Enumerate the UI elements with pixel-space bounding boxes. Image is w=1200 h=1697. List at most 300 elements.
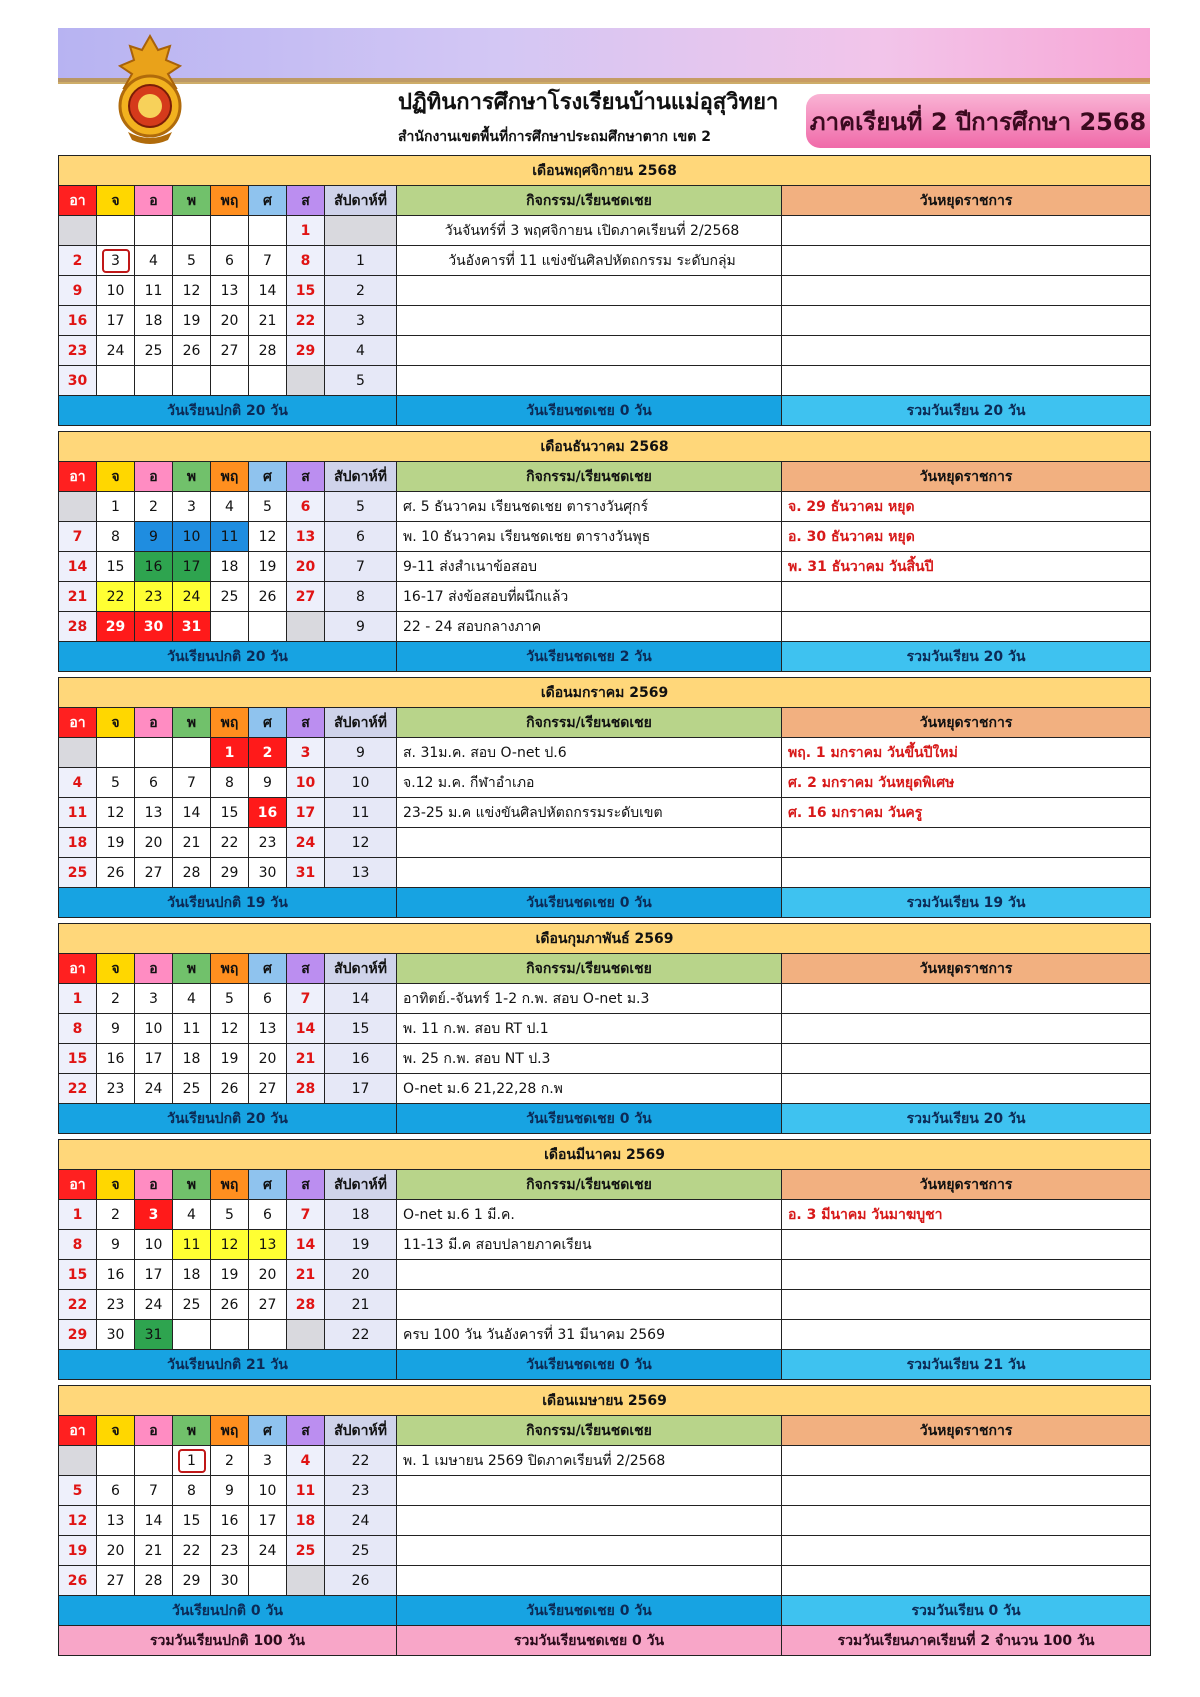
weekday-header-sat: ส bbox=[287, 462, 325, 492]
page-title: ปฏิทินการศึกษาโรงเรียนบ้านแม่อุสุวิทยา bbox=[398, 90, 779, 115]
calendar-day: 27 bbox=[249, 1290, 287, 1320]
calendar-day: 6 bbox=[287, 492, 325, 522]
calendar-day: 26 bbox=[249, 582, 287, 612]
week-number: 11 bbox=[325, 798, 397, 828]
activity-header: กิจกรรม/เรียนชดเชย bbox=[397, 954, 782, 984]
month-title: เดือนมีนาคม 2569 bbox=[59, 1140, 1151, 1170]
holiday-cell bbox=[782, 1014, 1151, 1044]
calendar-day bbox=[97, 216, 135, 246]
calendar-day: 21 bbox=[249, 306, 287, 336]
weekday-header-wed: พ bbox=[173, 462, 211, 492]
month-title: เดือนธันวาคม 2568 bbox=[59, 432, 1151, 462]
calendar-day: 1 bbox=[59, 984, 97, 1014]
calendar-day: 6 bbox=[249, 1200, 287, 1230]
week-row bbox=[59, 1320, 1151, 1350]
calendar-day: 15 bbox=[59, 1044, 97, 1074]
calendar-day bbox=[249, 612, 287, 642]
calendar-day: 6 bbox=[211, 246, 249, 276]
week-row bbox=[59, 1476, 1151, 1506]
calendar-day: 11 bbox=[59, 798, 97, 828]
week-number: 4 bbox=[325, 336, 397, 366]
calendar-day bbox=[287, 366, 325, 396]
calendar-day: 30 bbox=[135, 612, 173, 642]
calendar-day: 26 bbox=[173, 336, 211, 366]
weekday-header-thu: พฤ bbox=[211, 1416, 249, 1446]
weekday-header-row bbox=[59, 708, 1151, 738]
total-days-summary: รวมวันเรียน 20 วัน bbox=[782, 1104, 1151, 1134]
calendar-day: 27 bbox=[211, 336, 249, 366]
week-number: 12 bbox=[325, 828, 397, 858]
calendar-day: 4 bbox=[135, 246, 173, 276]
makeup-days-summary: วันเรียนชดเชย 0 วัน bbox=[397, 396, 782, 426]
academic-calendar bbox=[58, 155, 1150, 1656]
calendar-day bbox=[135, 738, 173, 768]
activity-cell: พ. 10 ธันวาคม เรียนชดเชย ตารางวันพุธ bbox=[397, 522, 782, 552]
calendar-day: 31 bbox=[135, 1320, 173, 1350]
weekday-header-sun: อา bbox=[59, 708, 97, 738]
calendar-day: 28 bbox=[135, 1566, 173, 1596]
calendar-day bbox=[173, 1446, 211, 1476]
activity-cell bbox=[397, 366, 782, 396]
calendar-day: 10 bbox=[97, 276, 135, 306]
weekday-header-fri: ศ bbox=[249, 462, 287, 492]
week-number: 9 bbox=[325, 612, 397, 642]
calendar-day: 30 bbox=[249, 858, 287, 888]
calendar-day bbox=[59, 492, 97, 522]
calendar-day: 22 bbox=[287, 306, 325, 336]
weekday-header-thu: พฤ bbox=[211, 1170, 249, 1200]
calendar-day: 30 bbox=[97, 1320, 135, 1350]
calendar-day: 17 bbox=[287, 798, 325, 828]
holiday-cell bbox=[782, 1506, 1151, 1536]
month-table bbox=[58, 1139, 1151, 1380]
calendar-day bbox=[135, 1446, 173, 1476]
week-row bbox=[59, 1566, 1151, 1596]
calendar-day: 5 bbox=[97, 768, 135, 798]
month-summary-row bbox=[59, 888, 1151, 918]
week-row bbox=[59, 1506, 1151, 1536]
month-table bbox=[58, 431, 1151, 672]
calendar-day: 9 bbox=[135, 522, 173, 552]
calendar-day: 7 bbox=[135, 1476, 173, 1506]
weekday-header-row bbox=[59, 1416, 1151, 1446]
week-row bbox=[59, 366, 1151, 396]
calendar-day bbox=[211, 216, 249, 246]
calendar-day: 12 bbox=[59, 1506, 97, 1536]
holiday-cell: ศ. 2 มกราคม วันหยุดพิเศษ bbox=[782, 768, 1151, 798]
calendar-day: 13 bbox=[211, 276, 249, 306]
calendar-day: 29 bbox=[173, 1566, 211, 1596]
holiday-cell: จ. 29 ธันวาคม หยุด bbox=[782, 492, 1151, 522]
weekday-header-fri: ศ bbox=[249, 708, 287, 738]
normal-days-summary: วันเรียนปกติ 20 วัน bbox=[59, 396, 397, 426]
week-header: สัปดาห์ที่ bbox=[325, 1170, 397, 1200]
calendar-day: 4 bbox=[173, 1200, 211, 1230]
calendar-day: 9 bbox=[97, 1014, 135, 1044]
week-row bbox=[59, 1014, 1151, 1044]
activity-cell bbox=[397, 1506, 782, 1536]
week-number: 5 bbox=[325, 492, 397, 522]
week-row bbox=[59, 858, 1151, 888]
week-number: 14 bbox=[325, 984, 397, 1014]
calendar-day: 20 bbox=[249, 1260, 287, 1290]
month-table bbox=[58, 155, 1151, 426]
calendar-day: 8 bbox=[211, 768, 249, 798]
week-number: 26 bbox=[325, 1566, 397, 1596]
calendar-day: 30 bbox=[211, 1566, 249, 1596]
calendar-day: 3 bbox=[135, 1200, 173, 1230]
week-header: สัปดาห์ที่ bbox=[325, 462, 397, 492]
weekday-header-mon: จ bbox=[97, 462, 135, 492]
calendar-day: 21 bbox=[287, 1260, 325, 1290]
week-header: สัปดาห์ที่ bbox=[325, 954, 397, 984]
calendar-day: 12 bbox=[211, 1230, 249, 1260]
week-number: 24 bbox=[325, 1506, 397, 1536]
calendar-day: 1 bbox=[59, 1200, 97, 1230]
calendar-day: 5 bbox=[249, 492, 287, 522]
calendar-day: 6 bbox=[249, 984, 287, 1014]
calendar-day: 2 bbox=[135, 492, 173, 522]
activity-header: กิจกรรม/เรียนชดเชย bbox=[397, 1170, 782, 1200]
calendar-day bbox=[97, 366, 135, 396]
week-number: 19 bbox=[325, 1230, 397, 1260]
month-table bbox=[58, 1385, 1151, 1656]
calendar-day: 20 bbox=[211, 306, 249, 336]
calendar-day bbox=[173, 366, 211, 396]
calendar-day: 26 bbox=[211, 1290, 249, 1320]
calendar-day: 15 bbox=[59, 1260, 97, 1290]
weekday-header-fri: ศ bbox=[249, 1170, 287, 1200]
holiday-cell bbox=[782, 984, 1151, 1014]
weekday-header-mon: จ bbox=[97, 708, 135, 738]
week-row bbox=[59, 492, 1151, 522]
normal-days-summary: วันเรียนปกติ 20 วัน bbox=[59, 1104, 397, 1134]
week-row bbox=[59, 276, 1151, 306]
calendar-day: 12 bbox=[97, 798, 135, 828]
calendar-day: 8 bbox=[287, 246, 325, 276]
week-row bbox=[59, 828, 1151, 858]
activity-cell bbox=[397, 1566, 782, 1596]
calendar-day: 15 bbox=[173, 1506, 211, 1536]
week-header: สัปดาห์ที่ bbox=[325, 708, 397, 738]
calendar-day: 16 bbox=[211, 1506, 249, 1536]
calendar-day: 28 bbox=[287, 1074, 325, 1104]
week-number: 7 bbox=[325, 552, 397, 582]
calendar-day: 8 bbox=[97, 522, 135, 552]
calendar-day: 28 bbox=[287, 1290, 325, 1320]
calendar-day: 1 bbox=[287, 216, 325, 246]
week-number: 17 bbox=[325, 1074, 397, 1104]
calendar-day: 23 bbox=[211, 1536, 249, 1566]
calendar-day bbox=[59, 216, 97, 246]
calendar-day: 14 bbox=[249, 276, 287, 306]
activity-cell: 23-25 ม.ค แข่งขันศิลปหัตถกรรมระดับเขต bbox=[397, 798, 782, 828]
calendar-day: 6 bbox=[97, 1476, 135, 1506]
holiday-cell: อ. 30 ธันวาคม หยุด bbox=[782, 522, 1151, 552]
calendar-day: 27 bbox=[135, 858, 173, 888]
week-row bbox=[59, 1260, 1151, 1290]
month-title-row bbox=[59, 1386, 1151, 1416]
week-number: 5 bbox=[325, 366, 397, 396]
calendar-day: 1 bbox=[97, 492, 135, 522]
week-number: 18 bbox=[325, 1200, 397, 1230]
calendar-day: 18 bbox=[173, 1260, 211, 1290]
activity-cell: 22 - 24 สอบกลางภาค bbox=[397, 612, 782, 642]
calendar-day: 24 bbox=[135, 1290, 173, 1320]
week-row bbox=[59, 216, 1151, 246]
calendar-day: 18 bbox=[211, 552, 249, 582]
makeup-days-summary: วันเรียนชดเชย 2 วัน bbox=[397, 642, 782, 672]
week-row bbox=[59, 1200, 1151, 1230]
calendar-day: 14 bbox=[173, 798, 211, 828]
activity-cell: พ. 1 เมษายน 2569 ปิดภาคเรียนที่ 2/2568 bbox=[397, 1446, 782, 1476]
calendar-day: 25 bbox=[173, 1290, 211, 1320]
holiday-header: วันหยุดราชการ bbox=[782, 1416, 1151, 1446]
makeup-days-summary: วันเรียนชดเชย 0 วัน bbox=[397, 1104, 782, 1134]
weekday-header-row bbox=[59, 1170, 1151, 1200]
calendar-day bbox=[249, 1320, 287, 1350]
holiday-cell bbox=[782, 582, 1151, 612]
grand-makeup-days: รวมวันเรียนชดเชย 0 วัน bbox=[397, 1626, 782, 1656]
holiday-cell bbox=[782, 1230, 1151, 1260]
calendar-day bbox=[59, 738, 97, 768]
weekday-header-mon: จ bbox=[97, 186, 135, 216]
weekday-header-wed: พ bbox=[173, 1170, 211, 1200]
calendar-day: 12 bbox=[249, 522, 287, 552]
calendar-day: 21 bbox=[59, 582, 97, 612]
makeup-days-summary: วันเรียนชดเชย 0 วัน bbox=[397, 1596, 782, 1626]
activity-cell: วันจันทร์ที่ 3 พฤศจิกายน เปิดภาคเรียนที่ 2/2568 bbox=[397, 216, 782, 246]
activity-cell bbox=[397, 1476, 782, 1506]
calendar-day: 19 bbox=[249, 552, 287, 582]
calendar-day: 2 bbox=[211, 1446, 249, 1476]
week-number: 25 bbox=[325, 1536, 397, 1566]
month-title-row bbox=[59, 1140, 1151, 1170]
calendar-day: 11 bbox=[135, 276, 173, 306]
month-title-row bbox=[59, 432, 1151, 462]
activity-cell: O-net ม.6 21,22,28 ก.พ bbox=[397, 1074, 782, 1104]
month-title-row bbox=[59, 678, 1151, 708]
week-row bbox=[59, 582, 1151, 612]
holiday-cell: อ. 3 มีนาคม วันมาฆบูชา bbox=[782, 1200, 1151, 1230]
activity-header: กิจกรรม/เรียนชดเชย bbox=[397, 462, 782, 492]
calendar-day: 22 bbox=[59, 1074, 97, 1104]
calendar-day: 25 bbox=[59, 858, 97, 888]
calendar-day: 29 bbox=[59, 1320, 97, 1350]
weekday-header-fri: ศ bbox=[249, 954, 287, 984]
holiday-cell bbox=[782, 1074, 1151, 1104]
normal-days-summary: วันเรียนปกติ 20 วัน bbox=[59, 642, 397, 672]
calendar-day: 30 bbox=[59, 366, 97, 396]
calendar-day: 16 bbox=[59, 306, 97, 336]
activity-cell bbox=[397, 1260, 782, 1290]
calendar-day: 20 bbox=[287, 552, 325, 582]
total-days-summary: รวมวันเรียน 19 วัน bbox=[782, 888, 1151, 918]
calendar-day: 28 bbox=[173, 858, 211, 888]
calendar-day: 26 bbox=[59, 1566, 97, 1596]
month-table bbox=[58, 923, 1151, 1134]
weekday-header-thu: พฤ bbox=[211, 462, 249, 492]
calendar-day: 26 bbox=[211, 1074, 249, 1104]
calendar-day: 13 bbox=[249, 1014, 287, 1044]
weekday-header-row bbox=[59, 954, 1151, 984]
calendar-day: 18 bbox=[173, 1044, 211, 1074]
weekday-header-thu: พฤ bbox=[211, 186, 249, 216]
week-row bbox=[59, 522, 1151, 552]
calendar-day: 13 bbox=[249, 1230, 287, 1260]
month-summary-row bbox=[59, 1350, 1151, 1380]
calendar-day: 24 bbox=[97, 336, 135, 366]
holiday-cell bbox=[782, 1320, 1151, 1350]
holiday-cell bbox=[782, 1446, 1151, 1476]
holiday-cell bbox=[782, 216, 1151, 246]
calendar-day: 8 bbox=[173, 1476, 211, 1506]
normal-days-summary: วันเรียนปกติ 0 วัน bbox=[59, 1596, 397, 1626]
calendar-day: 16 bbox=[135, 552, 173, 582]
calendar-day: 31 bbox=[173, 612, 211, 642]
calendar-day: 19 bbox=[59, 1536, 97, 1566]
weekday-header-sun: อา bbox=[59, 954, 97, 984]
calendar-day: 19 bbox=[97, 828, 135, 858]
calendar-day: 10 bbox=[249, 1476, 287, 1506]
week-number: 15 bbox=[325, 1014, 397, 1044]
calendar-day: 18 bbox=[135, 306, 173, 336]
holiday-cell: พฤ. 1 มกราคม วันขึ้นปีใหม่ bbox=[782, 738, 1151, 768]
total-days-summary: รวมวันเรียน 21 วัน bbox=[782, 1350, 1151, 1380]
week-row bbox=[59, 552, 1151, 582]
calendar-day bbox=[249, 366, 287, 396]
week-row bbox=[59, 246, 1151, 276]
weekday-header-thu: พฤ bbox=[211, 954, 249, 984]
calendar-day: 25 bbox=[173, 1074, 211, 1104]
calendar-day: 17 bbox=[135, 1044, 173, 1074]
calendar-day: 4 bbox=[287, 1446, 325, 1476]
calendar-day: 2 bbox=[97, 1200, 135, 1230]
calendar-day: 25 bbox=[287, 1536, 325, 1566]
normal-days-summary: วันเรียนปกติ 21 วัน bbox=[59, 1350, 397, 1380]
calendar-day: 11 bbox=[173, 1014, 211, 1044]
calendar-day: 23 bbox=[97, 1074, 135, 1104]
weekday-header-sun: อา bbox=[59, 1170, 97, 1200]
weekday-header-fri: ศ bbox=[249, 1416, 287, 1446]
calendar-day: 17 bbox=[97, 306, 135, 336]
calendar-day: 21 bbox=[287, 1044, 325, 1074]
calendar-day: 27 bbox=[249, 1074, 287, 1104]
week-number: 3 bbox=[325, 306, 397, 336]
week-number: 8 bbox=[325, 582, 397, 612]
week-number: 22 bbox=[325, 1446, 397, 1476]
calendar-day: 10 bbox=[287, 768, 325, 798]
grand-normal-days: รวมวันเรียนปกติ 100 วัน bbox=[59, 1626, 397, 1656]
week-row bbox=[59, 306, 1151, 336]
week-number: 9 bbox=[325, 738, 397, 768]
calendar-day: 7 bbox=[287, 984, 325, 1014]
holiday-header: วันหยุดราชการ bbox=[782, 1170, 1151, 1200]
calendar-day bbox=[249, 1566, 287, 1596]
holiday-cell bbox=[782, 1044, 1151, 1074]
calendar-day: 12 bbox=[173, 276, 211, 306]
week-number: 13 bbox=[325, 858, 397, 888]
week-row bbox=[59, 1290, 1151, 1320]
holiday-cell bbox=[782, 1536, 1151, 1566]
holiday-header: วันหยุดราชการ bbox=[782, 708, 1151, 738]
month-summary-row bbox=[59, 1596, 1151, 1626]
activity-cell bbox=[397, 858, 782, 888]
calendar-day: 5 bbox=[173, 246, 211, 276]
total-days-summary: รวมวันเรียน 20 วัน bbox=[782, 396, 1151, 426]
calendar-day: 8 bbox=[59, 1014, 97, 1044]
activity-cell bbox=[397, 306, 782, 336]
activity-cell bbox=[397, 828, 782, 858]
weekday-header-tue: อ bbox=[135, 954, 173, 984]
month-title: เดือนเมษายน 2569 bbox=[59, 1386, 1151, 1416]
activity-cell: ศ. 5 ธันวาคม เรียนชดเชย ตารางวันศุกร์ bbox=[397, 492, 782, 522]
calendar-day: 17 bbox=[249, 1506, 287, 1536]
week-row bbox=[59, 1074, 1151, 1104]
calendar-day: 9 bbox=[97, 1230, 135, 1260]
grand-total-row bbox=[59, 1626, 1151, 1656]
holiday-cell bbox=[782, 828, 1151, 858]
calendar-day: 3 bbox=[287, 738, 325, 768]
week-number: 2 bbox=[325, 276, 397, 306]
month-summary-row bbox=[59, 396, 1151, 426]
weekday-header-row bbox=[59, 462, 1151, 492]
weekday-header-tue: อ bbox=[135, 1416, 173, 1446]
calendar-day bbox=[173, 738, 211, 768]
holiday-cell bbox=[782, 306, 1151, 336]
calendar-day: 5 bbox=[59, 1476, 97, 1506]
makeup-days-summary: วันเรียนชดเชย 0 วัน bbox=[397, 888, 782, 918]
calendar-day bbox=[97, 246, 135, 276]
calendar-day: 1 bbox=[211, 738, 249, 768]
holiday-cell bbox=[782, 1476, 1151, 1506]
calendar-day bbox=[173, 1320, 211, 1350]
week-number: 1 bbox=[325, 246, 397, 276]
calendar-day: 23 bbox=[249, 828, 287, 858]
calendar-day: 22 bbox=[173, 1536, 211, 1566]
week-number: 23 bbox=[325, 1476, 397, 1506]
week-header: สัปดาห์ที่ bbox=[325, 186, 397, 216]
week-row bbox=[59, 738, 1151, 768]
week-row bbox=[59, 768, 1151, 798]
weekday-header-wed: พ bbox=[173, 186, 211, 216]
month-title: เดือนมกราคม 2569 bbox=[59, 678, 1151, 708]
month-title: เดือนกุมภาพันธ์ 2569 bbox=[59, 924, 1151, 954]
calendar-day bbox=[97, 738, 135, 768]
page-subtitle: สำนักงานเขตพื้นที่การศึกษาประถมศึกษาตาก เขต 2 bbox=[398, 129, 711, 145]
week-row bbox=[59, 1536, 1151, 1566]
calendar-day bbox=[287, 1566, 325, 1596]
month-title: เดือนพฤศจิกายน 2568 bbox=[59, 156, 1151, 186]
calendar-day: 28 bbox=[59, 612, 97, 642]
calendar-day: 14 bbox=[287, 1230, 325, 1260]
calendar-day: 5 bbox=[211, 1200, 249, 1230]
weekday-header-sat: ส bbox=[287, 186, 325, 216]
calendar-day: 17 bbox=[173, 552, 211, 582]
weekday-header-row bbox=[59, 186, 1151, 216]
calendar-day: 10 bbox=[173, 522, 211, 552]
calendar-day bbox=[211, 366, 249, 396]
calendar-day: 16 bbox=[97, 1260, 135, 1290]
calendar-day: 4 bbox=[59, 768, 97, 798]
calendar-day: 2 bbox=[59, 246, 97, 276]
weekday-header-fri: ศ bbox=[249, 186, 287, 216]
holiday-cell bbox=[782, 276, 1151, 306]
calendar-day: 2 bbox=[97, 984, 135, 1014]
week-row bbox=[59, 1044, 1151, 1074]
calendar-day: 13 bbox=[287, 522, 325, 552]
calendar-day: 7 bbox=[173, 768, 211, 798]
